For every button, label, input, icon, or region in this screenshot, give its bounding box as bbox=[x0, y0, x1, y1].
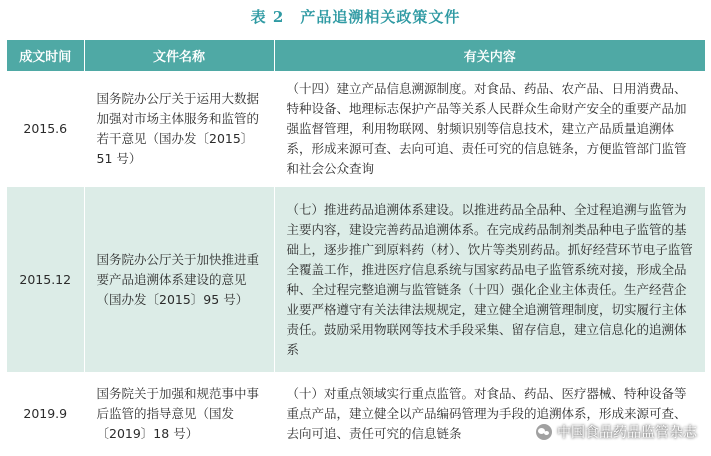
row-content: （十四）建立产品信息溯源制度。对食品、药品、农产品、日用消费品、特种设备、地理标志保护产品等关系人民群众生命财产安全的重要产品加强监督管理，利用物联网、射频识别等信息技术，建立产品质量追溯体系，形成来源可查、去向可追、责任可究的信息链条，方便监管部门监管和社会公众查询 bbox=[274, 71, 705, 187]
table-row bbox=[7, 71, 705, 187]
watermark bbox=[536, 422, 697, 442]
table-header-row bbox=[7, 40, 705, 71]
row-date: 2019.9 bbox=[7, 373, 84, 456]
row-date: 2015.12 bbox=[7, 187, 84, 373]
header-content: 有关内容 bbox=[274, 40, 705, 71]
wechat-icon bbox=[536, 424, 552, 440]
row-document-name: 国务院办公厅关于运用大数据加强对市场主体服务和监管的若干意见（国办发〔2015〕51 号） bbox=[84, 71, 274, 187]
table-caption: 表 2 产品追溯相关政策文件 bbox=[250, 8, 461, 26]
policy-table bbox=[7, 40, 705, 456]
row-date: 2015.6 bbox=[7, 71, 84, 187]
row-content: （七）推进药品追溯体系建设。以推进药品全品种、全过程追溯与监管为主要内容，建设完善药品追溯体系。在完成药品制剂类品种电子监管的基础上，逐步推广到原料药（材）、饮片等类别药品。抓好经营环节电子监管全覆盖工作，推进医疗信息系统与国家药品电子监管系统对接，形成全品种、全过程完整追溯与监管链条（十四）强化企业主体责任。生产经营企业要严格遵守有关法律法规规定，建立健全追溯管理制度，切实履行主体责任。鼓励采用物联网等技术手段采集、留存信息，建立信息化的追溯体系 bbox=[274, 187, 705, 373]
table-row bbox=[7, 187, 705, 373]
row-document-name: 国务院关于加强和规范事中事后监管的指导意见（国发〔2019〕18 号） bbox=[84, 373, 274, 456]
row-document-name: 国务院办公厅关于加快推进重要产品追溯体系建设的意见（国办发〔2015〕95 号） bbox=[84, 187, 274, 373]
watermark-text: 中国食品药品监管杂志 bbox=[557, 425, 697, 441]
table-row bbox=[7, 373, 705, 456]
header-name: 文件名称 bbox=[84, 40, 274, 71]
header-date: 成文时间 bbox=[7, 40, 84, 71]
row-content: （十）对重点领域实行重点监管。对食品、药品、医疗器械、特种设备等重点产品，建立健全以产品编码管理为手段的追溯体系，形成来源可查、去向可追、责任可究的信息链条 bbox=[274, 373, 705, 456]
